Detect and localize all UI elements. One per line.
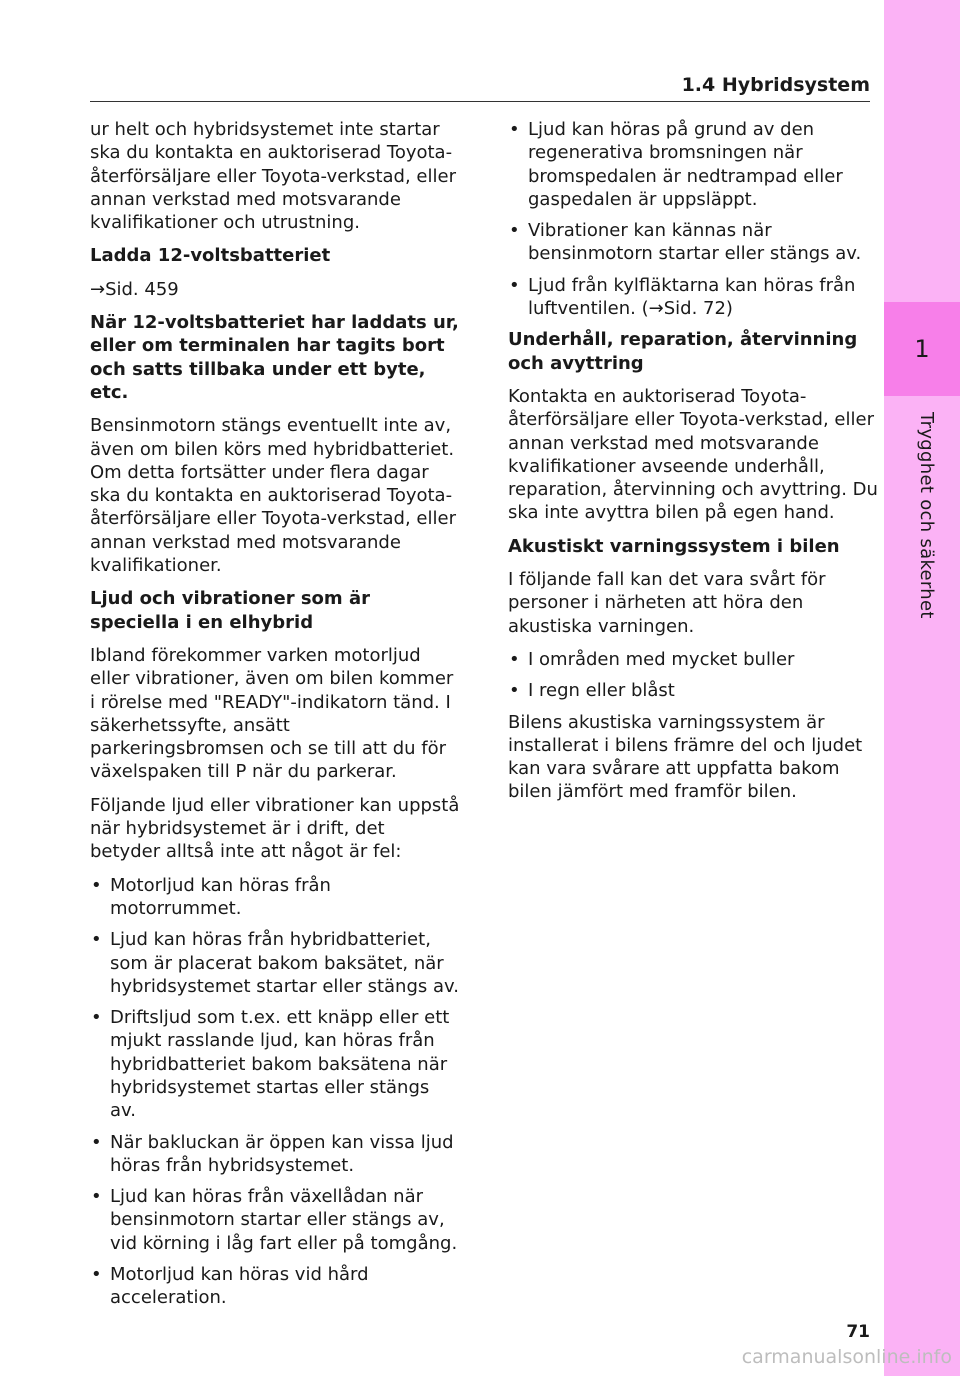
heading-sounds-vibrations: Ljud och vibrationer som är speciella i en elhybrid — [90, 588, 370, 633]
list-item: • Ljud från kylfläktarna kan höras från luftventilen. (→Sid. 72) — [508, 274, 878, 321]
paragraph: Kontakta en auktoriserad Toyota-återförsäljare eller Toyota-verkstad, eller annan verkstad med motsvarande kvalifikationer avseende underhåll, reparation, återvinning och avyttring. Du ska inte avyttra bilen på egen hand. — [508, 385, 878, 524]
heading-maintenance: Underhåll, reparation, återvinning och avyttring — [508, 329, 858, 374]
page-reference: →Sid. 459 — [90, 278, 179, 300]
paragraph: ur helt och hybridsystemet inte startar ska du kontakta en auktoriserad Toyota-återförsäljare eller Toyota-verkstad, eller annan verkstad med motsvarande kvalifikationer och utrustning. — [90, 119, 456, 234]
right-column — [508, 118, 878, 814]
paragraph: Bensinmotorn stängs eventuellt inte av, även om bilen körs med hybridbatteriet. Om detta fortsätter under flera dagar ska du kontakta en auktoriserad Toyota-återförsäljare eller Toyota-verkstad, eller annan verkstad med motsvarande kvalifikationer. — [90, 415, 456, 577]
list-item: • Driftsljud som t.ex. ett knäpp eller ett mjukt rasslande ljud, kan höras från hybridbatteriet bakom baksätena när hybridsystemet startas eller stängs av. — [90, 1006, 460, 1122]
list-item: • När bakluckan är öppen kan vissa ljud höras från hybridsystemet. — [90, 1131, 460, 1178]
list-item: • Ljud kan höras på grund av den regenerativa bromsningen när bromspedalen är nedtrampad eller gaspedalen är uppsläppt. — [508, 118, 878, 211]
section-title: 1.4 Hybridsystem — [681, 74, 870, 96]
chapter-number: 1 — [914, 335, 930, 363]
left-column — [90, 118, 460, 1318]
bullet-list — [508, 648, 878, 703]
heading-acoustic-warning: Akustiskt varningssystem i bilen — [508, 535, 840, 557]
header-divider — [90, 101, 870, 102]
chapter-side-tab — [884, 0, 960, 1376]
heading-battery-discharged: När 12-voltsbatteriet har laddats ur, eller om terminalen har tagits bort och satts tillbaka under ett byte, etc. — [90, 312, 459, 403]
chapter-number-box — [884, 302, 960, 396]
chapter-title: Trygghet och säkerhet — [916, 412, 937, 619]
heading-charge-battery: Ladda 12-voltsbatteriet — [90, 245, 331, 267]
list-item: • Ljud kan höras från växellådan när bensinmotorn startar eller stängs av, vid körning i låg fart eller på tomgång. — [90, 1185, 460, 1255]
bullet-list — [90, 874, 460, 1310]
list-item: • I regn eller blåst — [508, 679, 878, 702]
paragraph: Ibland förekommer varken motorljud eller vibrationer, även om bilen kommer i rörelse med "READY"-indikatorn tänd. I säkerhetssyfte, ansätt parkeringsbromsen och se till att du för växelspaken till P när du parkerar. — [90, 644, 454, 783]
paragraph: Följande ljud eller vibrationer kan uppstå när hybridsystemet är i drift, det betyder alltså inte att något är fel: — [90, 794, 460, 863]
paragraph: I följande fall kan det vara svårt för personer i närheten att höra den akustiska varningen. — [508, 569, 826, 637]
bullet-list — [508, 118, 878, 320]
paragraph: Bilens akustiska varningssystem är installerat i bilens främre del och ljudet kan vara svårare att uppfatta bakom bilen jämfört med framför bilen. — [508, 711, 863, 803]
list-item: • Motorljud kan höras vid hård acceleration. — [90, 1263, 460, 1310]
watermark: carmanualsonline.info — [741, 1346, 952, 1368]
list-item: • Motorljud kan höras från motorrummet. — [90, 874, 460, 921]
list-item: • Vibrationer kan kännas när bensinmotorn startar eller stängs av. — [508, 219, 878, 266]
list-item: • Ljud kan höras från hybridbatteriet, som är placerat bakom baksätet, när hybridsystemet startar eller stängs av. — [90, 928, 460, 998]
page-number: 71 — [846, 1322, 870, 1342]
list-item: • I områden med mycket buller — [508, 648, 878, 671]
